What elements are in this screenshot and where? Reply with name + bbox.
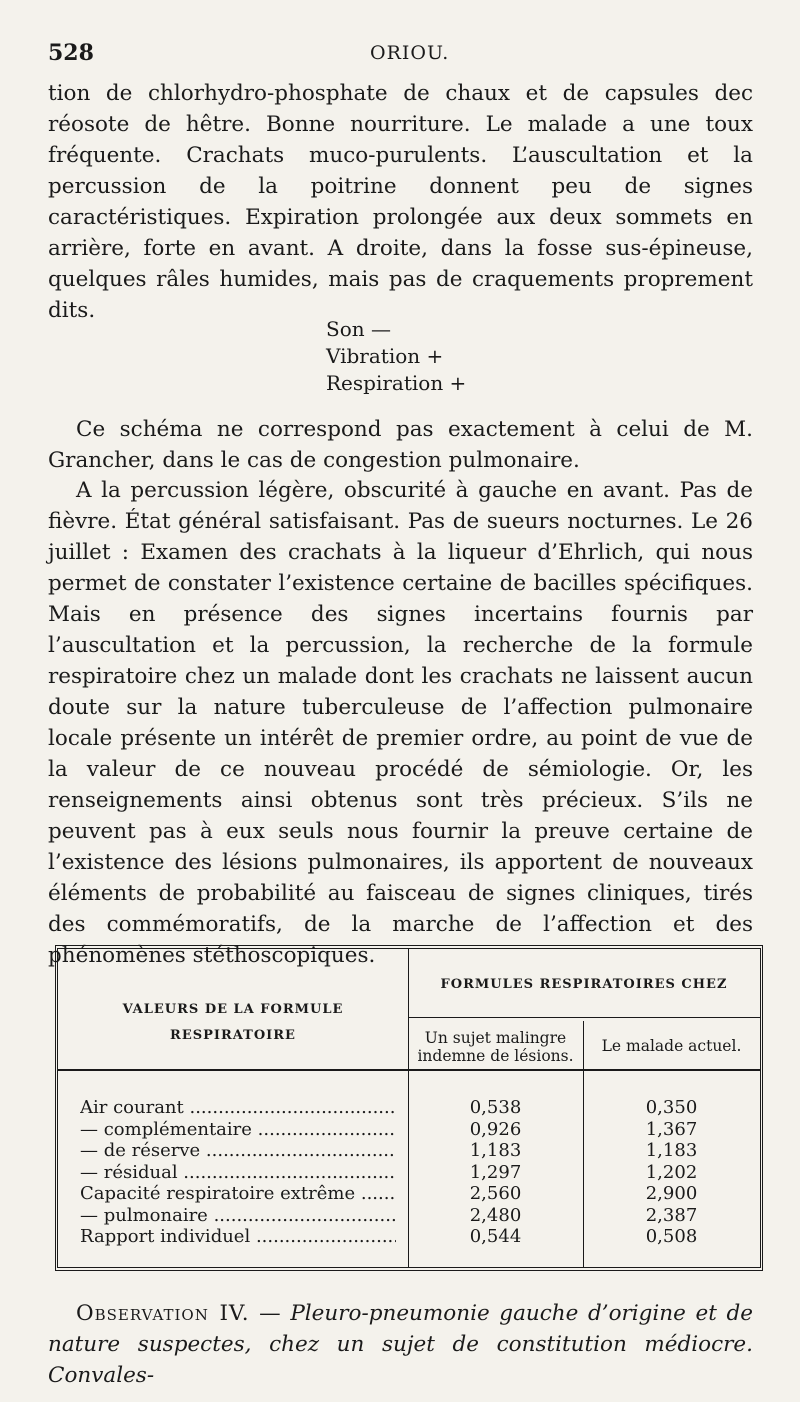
page-header: [48, 40, 752, 70]
value-healthy: 2,480: [469, 1204, 522, 1226]
schema-line-respiration: Respiration +: [326, 371, 467, 395]
table-row: [58, 1119, 760, 1141]
value-patient: 1,202: [645, 1161, 698, 1183]
observation-dash: —: [249, 1301, 291, 1326]
page-number: 528: [48, 40, 94, 66]
row-label: Capacité respiratoire extrême .....: [80, 1183, 396, 1205]
header-line: Un sujet malingre: [424, 1029, 567, 1047]
value-healthy: 1,297: [469, 1161, 522, 1183]
header-line: RESPIRATOIRE: [170, 1028, 296, 1043]
schema-line-son: Son —: [326, 317, 391, 341]
row-label: — de réserve .....: [80, 1140, 396, 1162]
paragraph-text: Ce schéma ne correspond pas exactement à celui de M. Grancher, dans le cas de congestion pulmonaire.: [48, 417, 753, 473]
schema-line-vibration: Vibration +: [326, 344, 444, 368]
paragraph-schema-comment: [48, 414, 753, 476]
paragraph-continuation: [48, 78, 753, 326]
header-line: VALEURS DE LA FORMULE: [122, 1002, 344, 1017]
header-line: indemne de lésions.: [417, 1047, 574, 1065]
row-label: Rapport individuel .....: [80, 1226, 396, 1248]
row-label: — résidual .....: [80, 1162, 396, 1184]
column-header-healthy-subject: [408, 1029, 583, 1065]
value-healthy: 2,560: [469, 1183, 522, 1204]
value-patient: 1,183: [645, 1140, 698, 1161]
value-healthy: 0,544: [469, 1226, 522, 1247]
observation-title: Pleuro-pneumonie gauche d’origine et de nature suspectes, chez un sujet de constitution médiocre. Convales-: [48, 1301, 753, 1388]
value-patient: 2,900: [645, 1183, 698, 1204]
paragraph-text: tion de chlorhydro-phosphate de chaux et de capsules dec réosote de hêtre. Bonne nourriture. Le malade a une toux fréquente. Crachats muco-purulents. L’auscultation et la percussion de la poitrine donnent peu de signes caractéristiques. Expiration prolongée aux deux sommets en arrière, forte en avant. A droite, dans la fosse sus-épineuse, quelques râles humides, mais pas de craquements proprement dits.: [48, 81, 753, 323]
column-header-values: [58, 997, 408, 1049]
value-patient: 0,350: [645, 1097, 698, 1118]
header-rule: [58, 1069, 760, 1071]
value-healthy: 0,538: [469, 1097, 522, 1118]
value-patient: 1,367: [645, 1118, 698, 1140]
value-patient: 0,508: [645, 1226, 698, 1247]
observation-heading-paragraph: [48, 1298, 753, 1391]
table-row: [58, 1097, 760, 1119]
row-label: — pulmonaire .....: [80, 1205, 396, 1227]
table-row: [58, 1226, 760, 1248]
column-header-current-patient: Le malade actuel.: [601, 1037, 742, 1055]
table-row: [58, 1183, 760, 1205]
paragraph-percussion: [48, 475, 753, 971]
value-healthy: 1,183: [469, 1140, 522, 1161]
paragraph-text: A la percussion légère, obscurité à gauche en avant. Pas de fièvre. État général satisfaisant. Pas de sueurs nocturnes. Le 26 juillet : Examen des crachats à la liqueur d’Ehrlich, qui nous permet de constater l’existence certaine de bacilles spécifiques. Mais en présence des signes incertains fournis par l’auscultation et la percussion, la recherche de la formule respiratoire chez un malade dont les crachats ne laissent aucun doute sur la nature tuberculeuse de l’affection pulmonaire locale présente un intérêt de premier ordre, au point de vue de la valeur de ce nouveau procédé de sémiologie. Or, les renseignements ainsi obtenus sont très précieux. S’ils ne peuvent pas à eux seuls nous fournir la preuve certaine de l’existence des lésions pulmonaires, ils apportent de nouveaux éléments de probabilité au faisceau de signes cliniques, tirés des commémoratifs, de la marche de l’affection et des phénomènes stéthoscopiques.: [48, 478, 753, 968]
value-healthy: 0,926: [469, 1118, 522, 1140]
subheader-rule: [408, 1017, 760, 1018]
group-header-formulas: FORMULES RESPIRATOIRES CHEZ: [440, 977, 728, 992]
table-row: [58, 1205, 760, 1227]
table-body: [58, 1097, 760, 1248]
table-row: [58, 1140, 760, 1162]
auscultation-schema: [326, 316, 466, 397]
row-label: — complémentaire .....: [80, 1119, 396, 1141]
running-head: ORIOU.: [370, 42, 450, 64]
observation-label: Observation IV.: [76, 1301, 250, 1326]
row-label: Air courant .....: [80, 1097, 396, 1119]
respiratory-formula-table: [55, 945, 763, 1271]
value-patient: 2,387: [645, 1204, 698, 1226]
table-row: [58, 1162, 760, 1184]
